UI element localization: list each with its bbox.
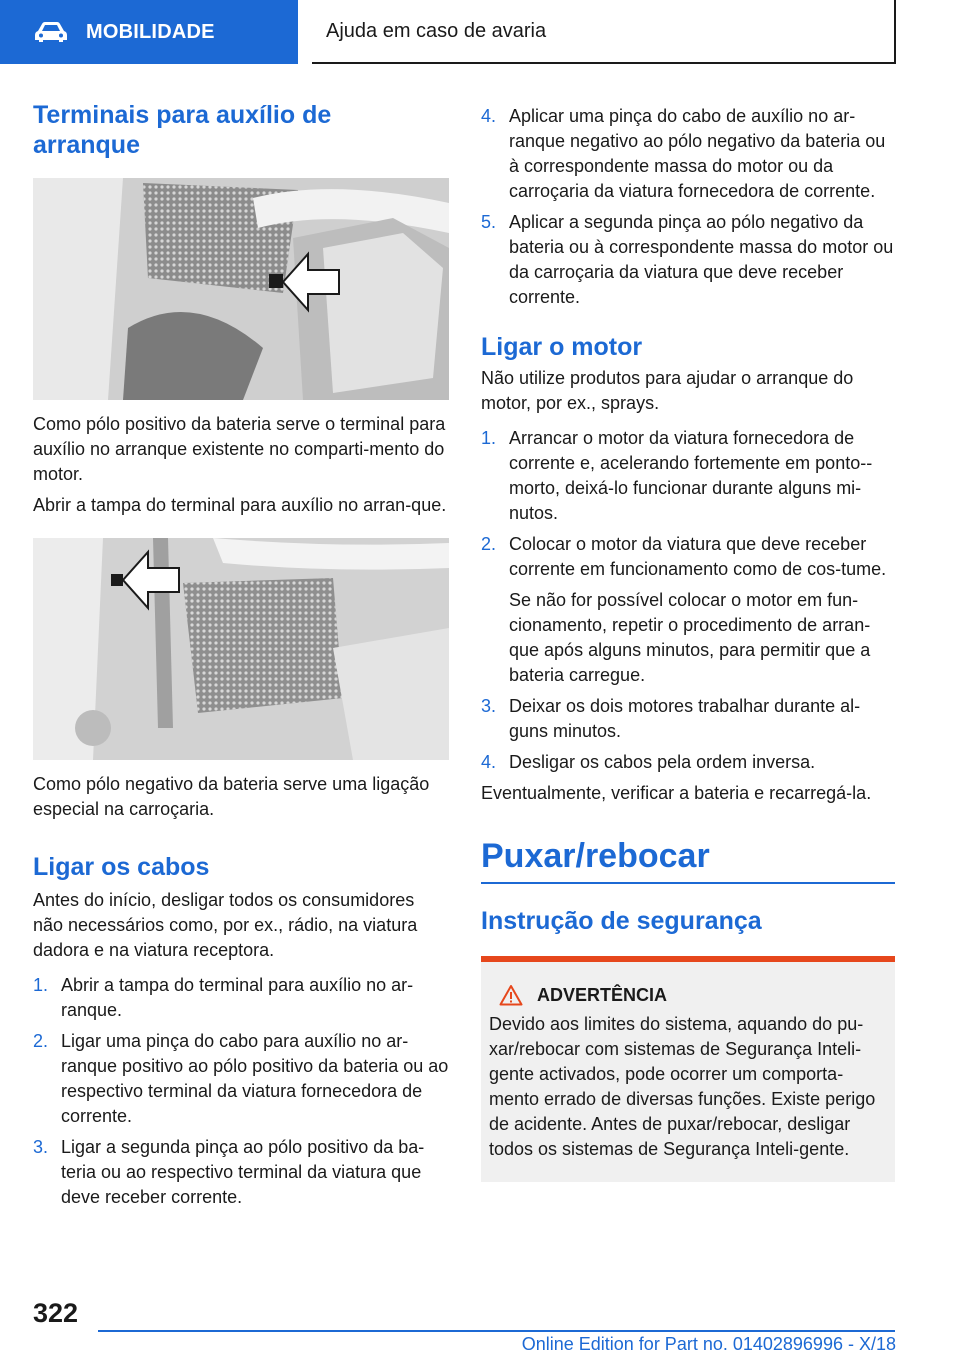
step-number: 4.	[481, 752, 497, 772]
warning-box	[481, 956, 895, 1182]
step-text: Colocar o motor da viatura que deve receber corrente em funcionamento como de cos‐tume.	[509, 534, 887, 579]
list-item	[481, 210, 895, 310]
step-text: Desligar os cabos pela ordem inversa.	[509, 752, 816, 772]
step-text: Abrir a tampa do terminal para auxílio no ar‐ranque.	[61, 975, 414, 1020]
chapter-heading-towing: Puxar/rebocar	[481, 837, 710, 875]
step-number: 2.	[33, 1031, 49, 1051]
header-chapter	[312, 0, 896, 64]
list-item	[481, 694, 895, 744]
paragraph-check-battery: Eventualmente, verificar a bateria e recarregá-la.	[481, 783, 872, 803]
connect-steps-list	[33, 973, 449, 1210]
step-text: Aplicar uma pinça do cabo de auxílio no ar‐ranque negativo ao pólo negativo da bateria ou à correspondente massa do motor ou da carroçaria da viatura fornecedora de corrente.	[509, 106, 886, 201]
section-heading-safety: Instrução de segurança	[481, 907, 762, 935]
header-section-label: MOBILIDADE	[86, 20, 215, 43]
connect-steps-continued	[481, 104, 895, 310]
step-text: Arrancar o motor da viatura fornecedora de corrente e, acelerando fortemente em ponto‐-morto, deixá-lo funcionar durante alguns mi‐nutos.	[509, 428, 873, 523]
page-number: 322	[33, 1298, 79, 1328]
warning-text: Devido aos limites do sistema, aquando do pu‐xar/rebocar com sistemas de Segurança Inteli‐gente activados, pode ocorrer um comporta‐mento errado de diversas funções. Existe perigo de acidente. Antes de puxar/rebocar, desligar todos os sistemas de Segurança Inteli‐gente.	[489, 1014, 876, 1159]
paragraph-before-start: Antes do início, desligar todos os consumidores não necessários como, por ex., rádio, na viatura dadora e na viatura receptora.	[33, 890, 418, 960]
left-column	[33, 100, 449, 1210]
step-number: 3.	[481, 696, 497, 716]
warning-triangle-icon	[499, 984, 523, 1006]
header-chapter-label: Ajuda em caso de avaria	[326, 19, 547, 42]
footer-edition: Online Edition for Part no. 01402896996 - X/18	[521, 1334, 896, 1354]
step-text: Ligar a segunda pinça ao pólo positivo da ba‐teria ou ao respectivo terminal da viatura que deve receber corrente.	[61, 1137, 425, 1207]
list-item	[481, 750, 895, 775]
header-section-tab[interactable]	[0, 0, 298, 64]
list-item	[33, 1135, 449, 1210]
engine-photo-positive-terminal	[33, 178, 449, 400]
step-text: Deixar os dois motores trabalhar durante al‐guns minutos.	[509, 696, 861, 741]
step-number: 3.	[33, 1137, 49, 1157]
step-number: 1.	[481, 428, 497, 448]
start-steps-list	[481, 426, 895, 582]
section-heading-jump-terminals: Terminais para auxílio de arranque	[33, 101, 332, 159]
paragraph-negative-terminal: Como pólo negativo da bateria serve uma ligação especial na carroçaria.	[33, 774, 430, 819]
list-item	[481, 532, 895, 582]
list-item	[481, 426, 895, 526]
step-text: Ligar uma pinça do cabo para auxílio no ar‐ranque positivo ao pólo positivo da bateria ou ao respectivo terminal da viatura fornecedora de corrente.	[61, 1031, 449, 1126]
right-column	[481, 104, 895, 1182]
car-icon	[34, 21, 68, 43]
list-item	[33, 1029, 449, 1129]
step-number: 2.	[481, 534, 497, 554]
step-number: 4.	[481, 106, 497, 126]
section-heading-connect-cables: Ligar os cabos	[33, 853, 210, 881]
list-item	[481, 104, 895, 204]
engine-photo-negative-terminal	[33, 538, 449, 760]
end-steps-list	[481, 694, 895, 775]
list-item	[33, 973, 449, 1023]
paragraph-no-sprays: Não utilize produtos para ajudar o arranque do motor, por ex., sprays.	[481, 368, 854, 413]
warning-title-label: ADVERTÊNCIA	[537, 984, 668, 1005]
section-heading-start-engine: Ligar o motor	[481, 333, 643, 361]
footer-divider	[98, 1330, 895, 1332]
step-number: 1.	[33, 975, 49, 995]
heading-divider	[481, 882, 895, 884]
step-number: 5.	[481, 212, 497, 232]
paragraph-open-cover: Abrir a tampa do terminal para auxílio no arran‐que.	[33, 495, 447, 515]
step-text: Aplicar a segunda pinça ao pólo negativo da bateria ou à correspondente massa do motor ou da carroçaria da viatura que deve receber corrente.	[509, 212, 894, 307]
paragraph-positive-terminal: Como pólo positivo da bateria serve o terminal para auxílio no arranque existente no comparti‐mento do motor.	[33, 414, 446, 484]
step-note: Se não for possível colocar o motor em fun‐cionamento, repetir o procedimento de arran‐que após alguns minutos, para permitir que a bateria carregue.	[509, 590, 871, 685]
warning-title	[489, 984, 887, 1006]
